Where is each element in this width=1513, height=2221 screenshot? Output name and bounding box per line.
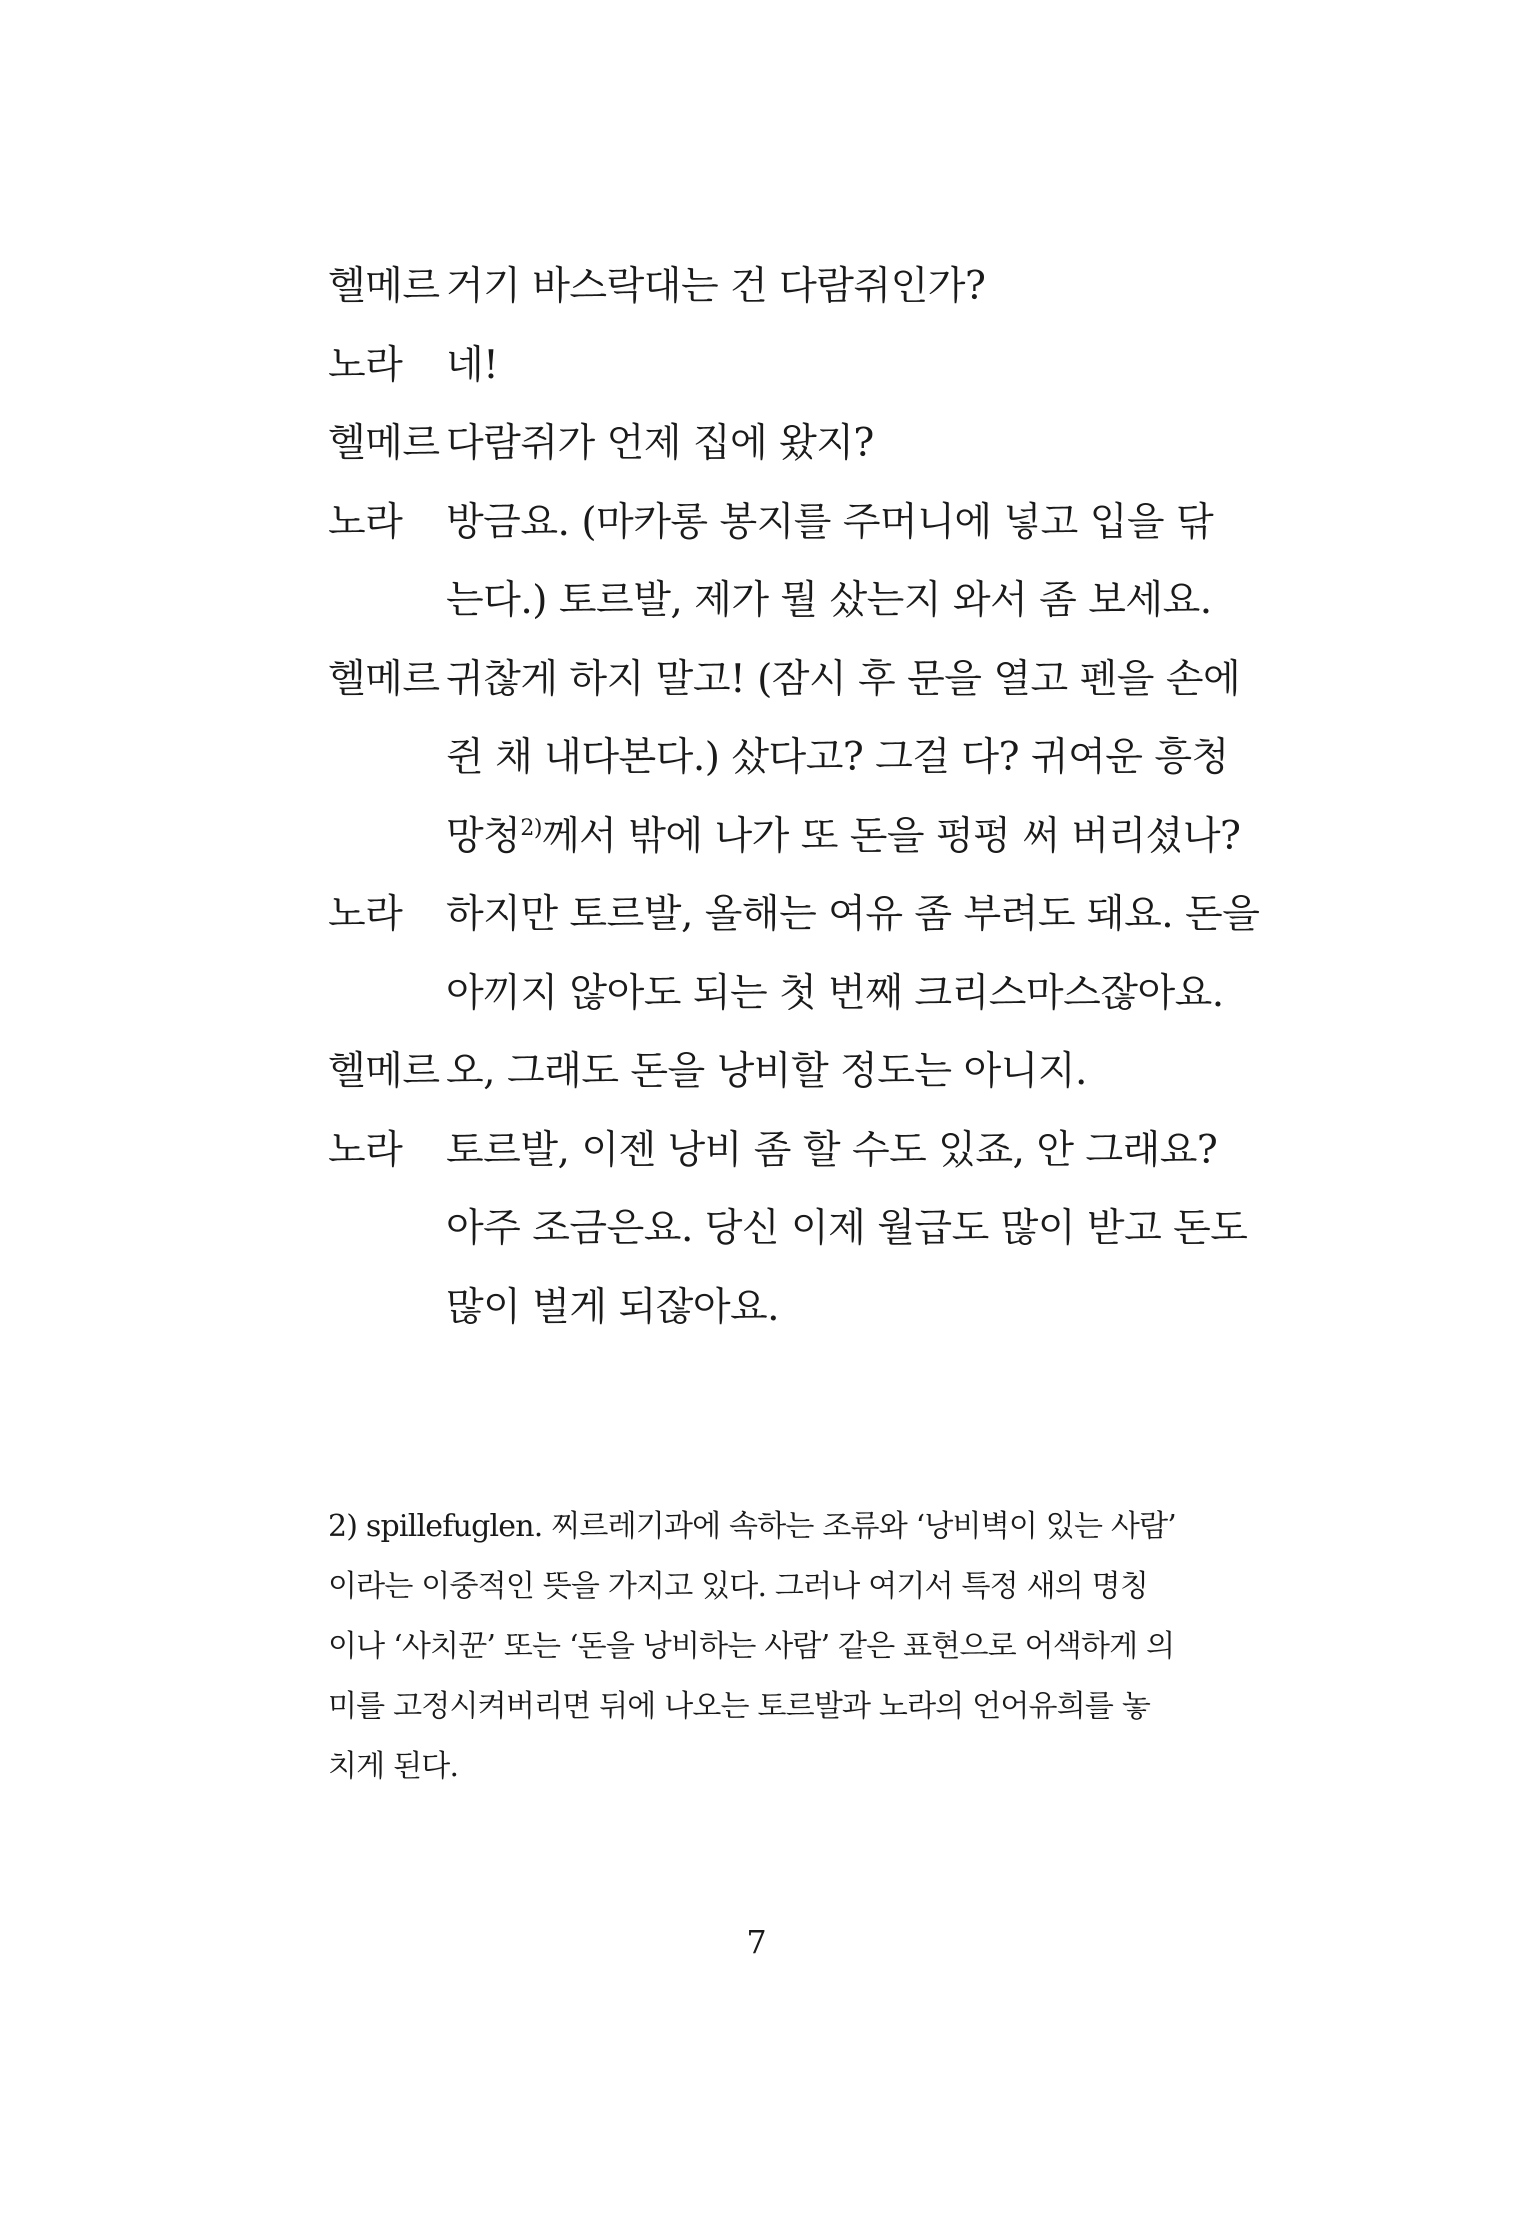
- speaker-name: 노라: [328, 499, 403, 545]
- dialogue-entry: [328, 1112, 1248, 1348]
- speech-line-with-footnote: [446, 798, 1240, 877]
- speech-text: [446, 876, 1259, 1033]
- speaker-name: 헬메르: [328, 1049, 440, 1094]
- footnote-line: 미를 고정시켜버리면 뒤에 나오는 토르발과 노라의 언어유희를 놓: [328, 1689, 1151, 1724]
- speech-line: 오, 그래도 돈을 낭비할 정도는 아니지.: [446, 1049, 1087, 1094]
- dialogue-entry: [328, 248, 1236, 327]
- dialogue-entry: [328, 484, 1236, 641]
- footnote: [328, 1497, 1234, 1797]
- speech-text: [446, 327, 1236, 406]
- speech-text: [446, 484, 1236, 641]
- speech-line: 다람쥐가 언제 집에 왔지?: [446, 421, 874, 466]
- speaker-name: 헬메르: [328, 264, 440, 309]
- speech-line: 거기 바스락대는 건 다람쥐인가?: [446, 264, 986, 309]
- speech-line: 네!: [446, 342, 499, 388]
- speech-line: 많이 벌게 되잖아요.: [446, 1284, 780, 1330]
- speech-line: 방금요. (마카롱 봉지를 주머니에 넣고 입을 닦: [446, 499, 1214, 545]
- speech-text: [446, 1112, 1247, 1348]
- speech-line: 아끼지 않아도 되는 첫 번째 크리스마스잖아요.: [446, 970, 1224, 1016]
- speech-line: 하지만 토르발, 올해는 여유 좀 부려도 돼요. 돈을: [446, 892, 1260, 937]
- dialogue-entry: [328, 1033, 1236, 1112]
- speech-text: [446, 1033, 1236, 1112]
- speech-line: 토르발, 이젠 낭비 좀 할 수도 있죠, 안 그래요?: [446, 1127, 1218, 1173]
- footnote-line: 2) spillefuglen. 찌르레기과에 속하는 조류와 ‘낭비벽이 있는 사람’: [328, 1509, 1176, 1544]
- speech-line: 아주 조금은요. 당신 이제 월급도 많이 받고 돈도: [446, 1206, 1248, 1251]
- speech-text: [446, 248, 1236, 327]
- page-number: 7: [746, 1923, 767, 1961]
- dialogue-entry: [328, 327, 1236, 406]
- speaker-name: 헬메르: [328, 656, 440, 702]
- speaker-name: 노라: [328, 892, 403, 937]
- dialogue-entry: [328, 876, 1260, 1033]
- speaker-name: 노라: [328, 1127, 403, 1173]
- speaker-name: 헬메르: [328, 421, 440, 466]
- footnote-reference[interactable]: 2): [520, 815, 542, 841]
- footnote-line: 치게 된다.: [328, 1749, 459, 1784]
- speech-text: [446, 641, 1240, 877]
- speech-line: 귀찮게 하지 말고! (잠시 후 문을 열고 펜을 손에: [446, 656, 1241, 702]
- speech-fragment: 께서 밖에 나가 또 돈을 펑펑 써 버리셨나?: [541, 813, 1241, 859]
- dialogue-entry: [328, 405, 1236, 484]
- speech-line: 쥔 채 내다본다.) 샀다고? 그걸 다? 귀여운 흥청: [446, 735, 1229, 780]
- speech-fragment: 망청: [446, 813, 521, 859]
- speech-line: 는다.) 토르발, 제가 뭘 샀는지 와서 좀 보세요.: [446, 578, 1212, 623]
- dialogue-entry: [328, 641, 1241, 877]
- footnote-line: 이나 ‘사치꾼’ 또는 ‘돈을 낭비하는 사람’ 같은 표현으로 어색하게 의: [328, 1629, 1175, 1664]
- dialogue-block: [328, 248, 1260, 1347]
- speaker-name: 노라: [328, 342, 403, 388]
- speech-text: [446, 405, 1236, 484]
- footnote-line: 이라는 이중적인 뜻을 가지고 있다. 그러나 여기서 특정 새의 명칭: [328, 1569, 1149, 1604]
